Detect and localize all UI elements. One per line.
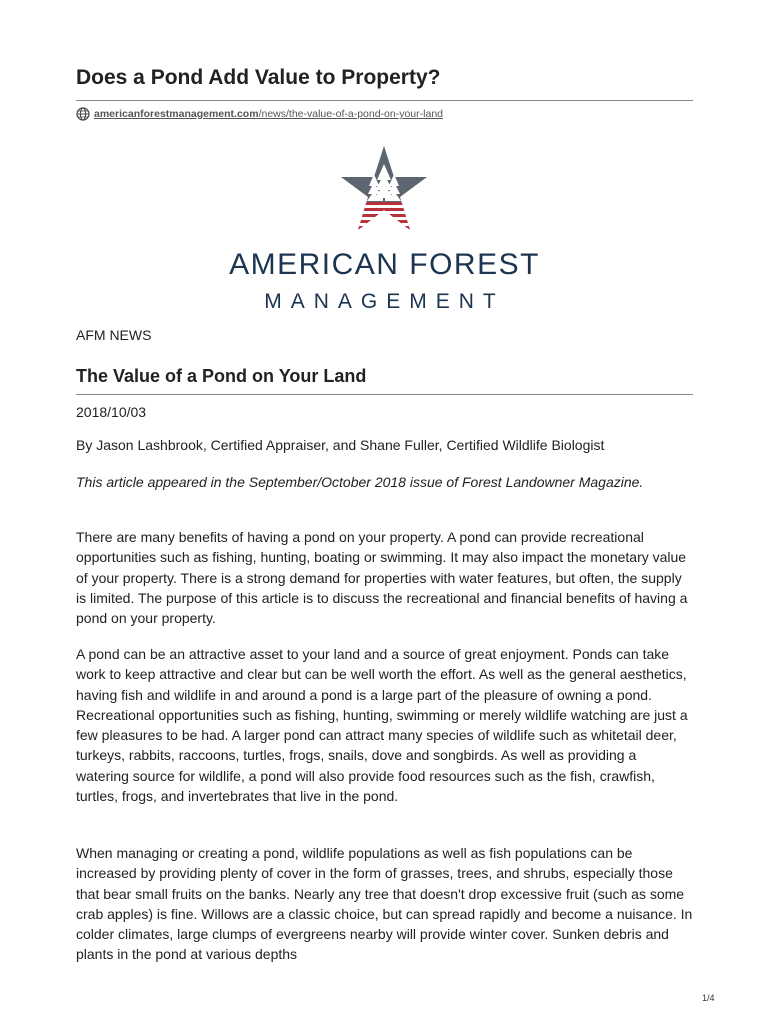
url-path[interactable]: /news/the-value-of-a-pond-on-your-land [258,108,443,120]
brand-name-line1: AMERICAN FOREST [229,248,540,281]
article-title: The Value of a Pond on Your Land [76,366,367,386]
document-title: Does a Pond Add Value to Property? [76,66,441,89]
article-date: 2018/10/03 [76,404,147,420]
page-number: 1/4 [702,993,715,1003]
url-domain[interactable]: americanforestmanagement.com [94,108,259,120]
star-tree-logo-icon [338,144,430,234]
article-title-divider [76,394,693,395]
paragraph-1: There are many benefits of having a pond on your property. A pond can provide recreational opportunities such as fishing, hunting, boating or swimming. It may also impact the monetary value of your property. There is a strong demand for properties with water features, but often, the supply is limited. The purpose of this article is to discuss the recreational and financial benefits of having a pond on your property. [76,529,688,627]
publication-note: This article appeared in the September/October 2018 issue of Forest Landowner Magazine. [76,474,644,490]
section-label: AFM NEWS [76,327,152,343]
brand-name-line2: MANAGEMENT [264,290,505,313]
paragraph-3: When managing or creating a pond, wildlife populations as well as fish populations can be increased by providing plenty of cover in the form of grasses, trees, and shrubs, especially those that bear small fruits on the banks. Nearly any tree that doesn't drop excessive fruit (such as some crab apples) is fine. Willows are a classic choice, but can spread rapidly and become a nuisance. In colder climates, large clumps of evergreens nearby will provide winter cover. Sunken debris and plants in the pond at various depths [76,845,693,963]
source-url[interactable] [76,106,443,122]
globe-icon [76,107,90,121]
title-divider [76,100,693,101]
article-byline: By Jason Lashbrook, Certified Appraiser, and Shane Fuller, Certified Wildlife Biologist [76,437,605,453]
paragraph-2: A pond can be an attractive asset to your land and a source of great enjoyment. Ponds can take work to keep attractive and clear but can be well worth the effort. As well as the general aesthetics, having fish and wildlife in and around a pond is a large part of the pleasure of owning a pond. Recreational opportunities such as fishing, hunting, swimming or merely wildlife watching are just a few pleasures to be had. A larger pond can attract many species of wildlife such as whitetail deer, turkeys, rabbits, raccoons, turtles, frogs, snails, dove and songbirds. As well as providing a watering source for wildlife, a pond will also provide food resources such as the fish, crawfish, turtles, frogs, and invertebrates that live in the pond. [76,646,688,805]
company-logo [76,140,693,320]
